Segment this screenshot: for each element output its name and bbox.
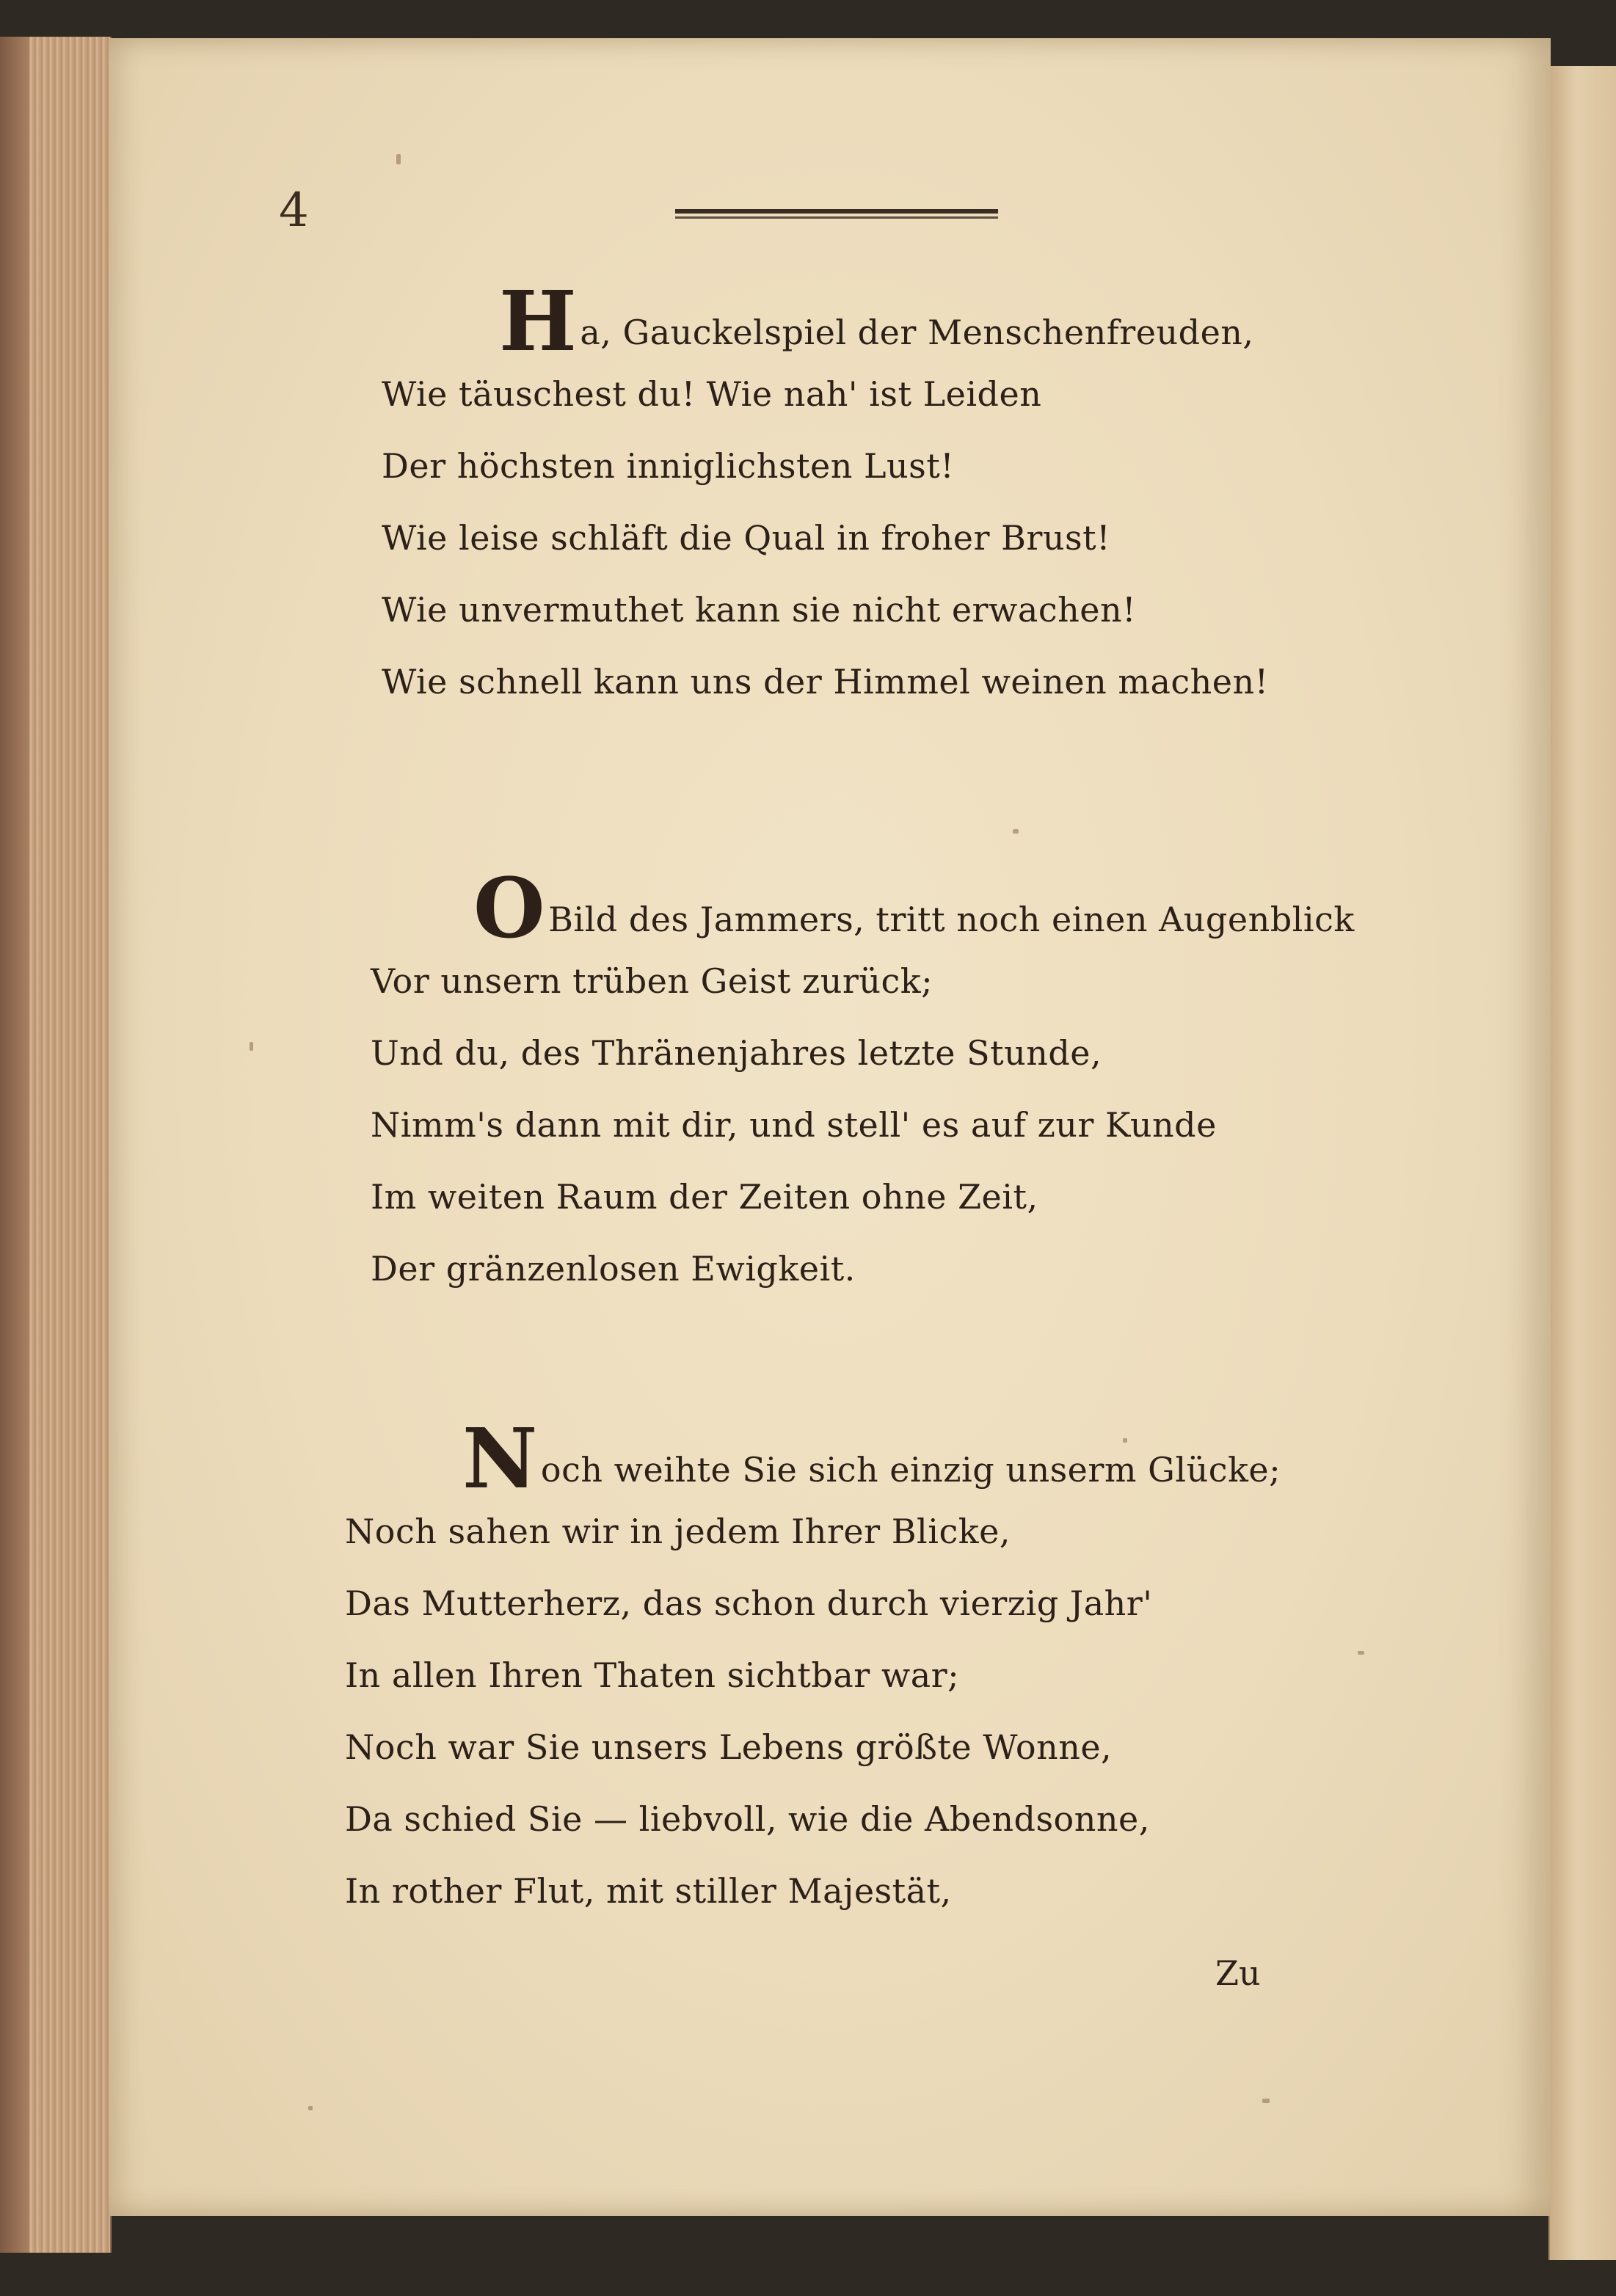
paper-speck [308,2106,313,2110]
verse-line: Wie unvermuthet kann sie nicht erwachen! [382,590,1137,630]
verse-line: Da schied Sie — liebvoll, wie die Abendsonne, [345,1799,1150,1839]
verse-text: Bild des Jammers, tritt noch einen Augenblick [548,900,1355,939]
catchword: Zu [1215,1953,1261,1993]
verse-line: Und du, des Thränenjahres letzte Stunde, [371,1033,1102,1073]
verse-line: Noch war Sie unsers Lebens größte Wonne, [345,1727,1113,1767]
verse-text: a, Gauckelspiel der Menschenfreuden, [580,313,1254,352]
paper-speck [396,154,401,164]
verse-line [371,861,1355,957]
paper-speck [250,1042,253,1051]
verse-line: Wie täuschest du! Wie nah' ist Leiden [382,374,1042,414]
verse-line: In allen Ihren Thaten sichtbar war; [345,1655,960,1695]
header-rule [675,209,998,225]
stanza-2 [371,861,1355,1305]
paper-speck [1123,1438,1127,1443]
verse-text: och weihte Sie sich einzig unserm Glücke; [540,1450,1281,1490]
verse-line: Wie schnell kann uns der Himmel weinen machen! [382,662,1269,701]
verse-line: Das Mutterherz, das schon durch vierzig Jahr' [345,1583,1153,1623]
verse-line: Der gränzenlosen Ewigkeit. [371,1249,856,1289]
verse-line: Im weiten Raum der Zeiten ohne Zeit, [371,1177,1038,1217]
book-cover-edge [0,37,29,2253]
stanza-3 [345,1411,1281,1927]
drop-initial: H [499,274,578,370]
verse-line: Vor unsern trüben Geist zurück; [371,961,933,1001]
stanza-1 [382,274,1269,718]
verse-line [345,1411,1281,1507]
paper-speck [1358,1651,1364,1655]
verse-line: Noch sahen wir in jedem Ihrer Blicke, [345,1512,1011,1551]
page-number: 4 [279,183,309,238]
drop-initial: N [462,1411,538,1507]
verse-line [382,274,1269,370]
verse-line: In rother Flut, mit stiller Majestät, [345,1871,952,1911]
verse-line: Nimm's dann mit dir, und stell' es auf zur Kunde [371,1105,1217,1145]
verse-line: Wie leise schläft die Qual in froher Brust! [382,518,1111,558]
facing-page-edge [1548,66,1616,2260]
paper-speck [1262,2099,1270,2103]
drop-initial: O [473,861,546,957]
paper-speck [1013,829,1019,834]
verse-line: Der höchsten inniglichsten Lust! [382,446,955,486]
